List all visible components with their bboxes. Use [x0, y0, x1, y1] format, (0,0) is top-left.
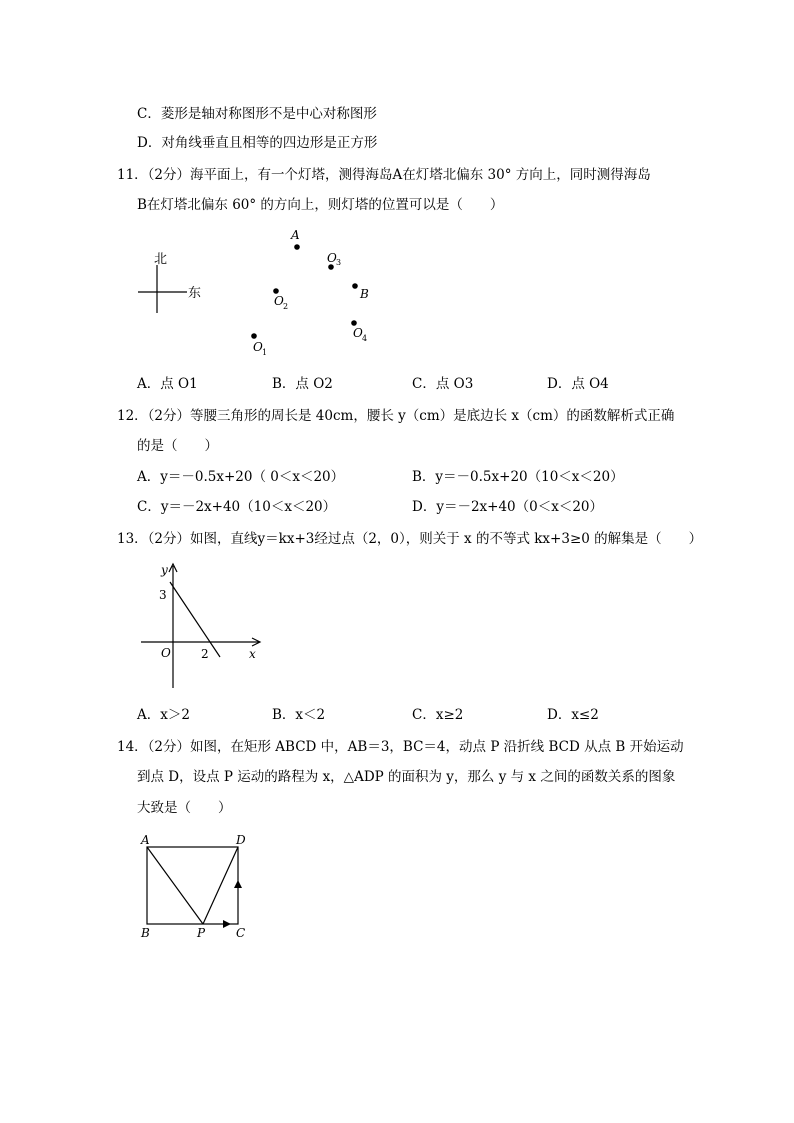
segment-ap: [147, 847, 203, 924]
label-o3: O: [327, 251, 337, 265]
label-a: A: [141, 833, 150, 847]
label-o2: O: [274, 294, 284, 308]
q11-stem-line2: B在灯塔北偏东 60° 的方向上，则灯塔的位置可以是（ ）: [137, 197, 504, 213]
label-c: C: [236, 926, 246, 940]
label-p: P: [197, 926, 206, 940]
q12-stem-line2: 的是（ ）: [137, 438, 218, 454]
label-b: B: [141, 926, 150, 940]
q12-stem-line1: 12．（2分）等腰三角形的周长是 40cm，腰长 y（cm）是底边长 x（cm）的函数解析式正确: [117, 408, 675, 424]
q14-stem-line1: 14．（2分）如图，在矩形 ABCD 中，AB＝3，BC＝4，动点 P 沿折线 BCD 从点 B 开始运动: [117, 739, 684, 755]
q12-option-c: C．y＝－2x+40（10＜x＜20）: [137, 499, 337, 515]
y-axis-label: y: [161, 563, 168, 577]
arrow-bc: [223, 920, 231, 928]
q14-stem-line2: 到点 D，设点 P 运动的路程为 x，△ADP 的面积为 y，那么 y 与 x 之间的函数关系的图象: [137, 769, 676, 785]
q13-option-b: B．x＜2: [272, 707, 326, 723]
label-b: B: [360, 287, 369, 301]
q14-stem-line3: 大致是（ ）: [137, 800, 232, 816]
q11-option-c: C．点 O3: [412, 376, 474, 392]
q13-option-a: A．x＞2: [137, 707, 190, 723]
segment-pd: [203, 847, 238, 924]
x-axis-label: x: [249, 647, 256, 661]
q10-option-d: D．对角线垂直且相等的四边形是正方形: [137, 135, 378, 151]
q11-stem-line1: 11．（2分）海平面上，有一个灯塔，测得海岛A在灯塔北偏东 30° 方向上，同时测得海岛: [117, 167, 651, 183]
label-a: A: [291, 228, 300, 242]
q12-option-b: B．y＝－0.5x+20（10＜x＜20）: [412, 469, 624, 485]
q13-stem: 13．（2分）如图，直线y＝kx+3经过点（2，0），则关于 x 的不等式 kx+3≥0 的解集是（ ）: [117, 531, 703, 547]
compass-east-label: 东: [188, 286, 202, 301]
label-o4: O: [353, 326, 363, 340]
point-o1: [251, 333, 257, 339]
q11-option-a: A．点 O1: [137, 376, 198, 392]
q11-option-d: D．点 O4: [547, 376, 609, 392]
compass-north-label: 北: [154, 252, 168, 267]
label-d: D: [236, 833, 246, 847]
label-o3-sub: 3: [336, 258, 342, 267]
y-tick-3: 3: [159, 588, 167, 602]
label-o1-sub: 1: [262, 348, 268, 357]
q12-option-a: A．y＝－0.5x+20（ 0＜x＜20）: [137, 469, 345, 485]
q13-option-c: C．x≥2: [412, 707, 464, 723]
origin-label: O: [161, 646, 171, 660]
q13-figure: [135, 560, 270, 690]
x-tick-2: 2: [201, 647, 209, 661]
q14-figure: [135, 830, 265, 945]
point-b: [352, 283, 358, 289]
q12-option-d: D．y＝－2x+40（0＜x＜20）: [412, 499, 604, 515]
rectangle-abcd: [147, 847, 238, 924]
function-line: [170, 582, 220, 657]
q13-option-d: D．x≤2: [547, 707, 599, 723]
point-o4: [351, 320, 357, 326]
arrow-cd: [234, 880, 242, 888]
q11-figure: [130, 225, 390, 360]
point-o3: [328, 264, 334, 270]
point-o2: [273, 288, 279, 294]
point-a: [294, 244, 300, 250]
label-o4-sub: 4: [362, 334, 368, 343]
q10-option-c: C．菱形是轴对称图形不是中心对称图形: [137, 106, 377, 122]
label-o1: O: [253, 340, 263, 354]
q11-option-b: B．点 O2: [272, 376, 333, 392]
label-o2-sub: 2: [283, 302, 289, 311]
